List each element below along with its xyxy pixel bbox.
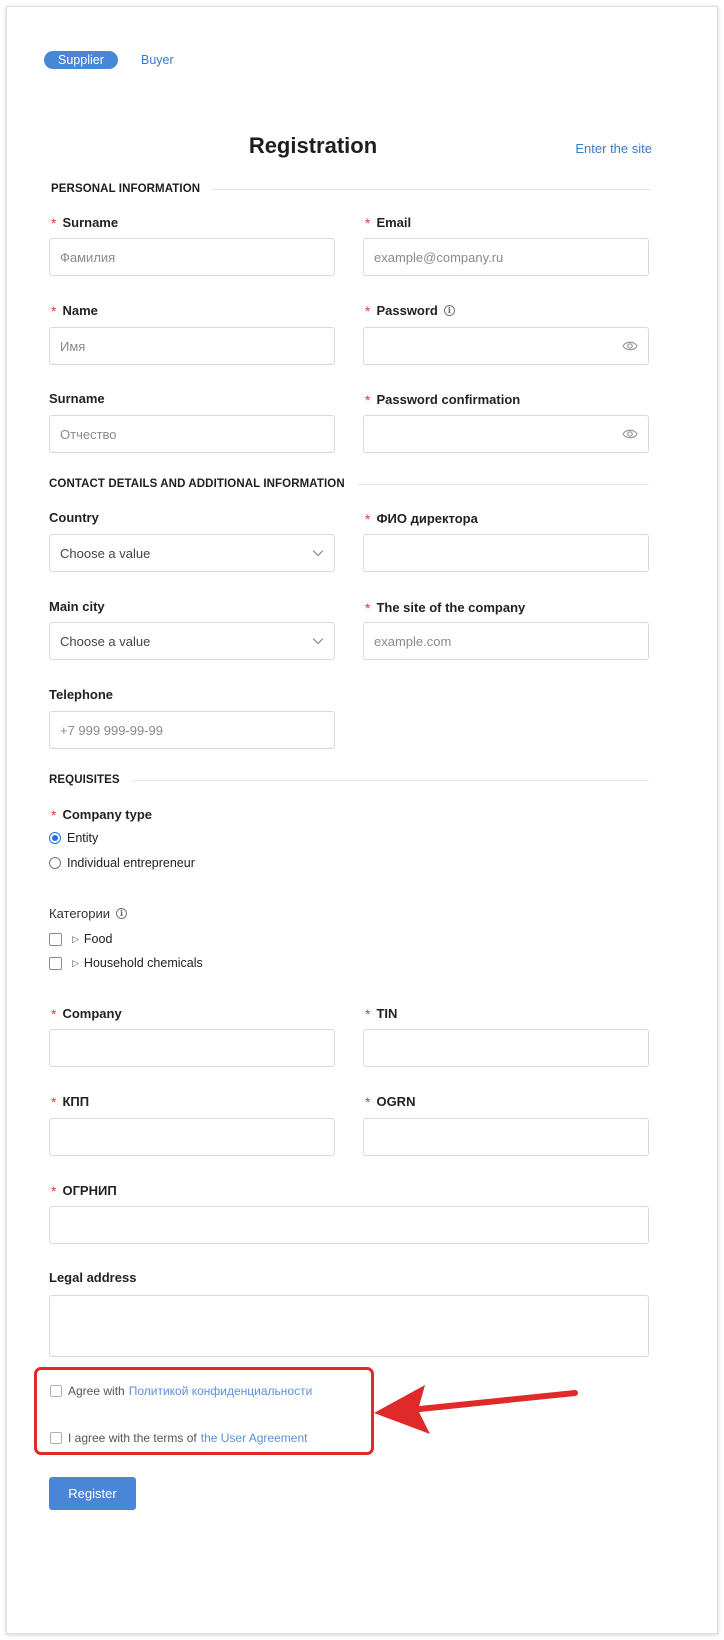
required-mark: * — [51, 1094, 57, 1110]
required-mark: * — [365, 1006, 371, 1022]
tab-buyer[interactable]: Buyer — [141, 53, 174, 67]
required-mark: * — [365, 511, 371, 527]
required-mark: * — [365, 392, 371, 408]
section-title: CONTACT DETAILS AND ADDITIONAL INFORMATION — [49, 478, 345, 490]
divider — [212, 189, 651, 190]
kpp-label: * КПП — [51, 1093, 90, 1110]
password-confirm-input[interactable] — [363, 415, 649, 453]
ogrnip-label: * ОГРНИП — [51, 1182, 117, 1199]
company-label: * Company — [51, 1005, 122, 1022]
required-mark: * — [51, 303, 57, 319]
page-title: Registration — [248, 133, 378, 158]
city-select[interactable]: Choose a value — [49, 622, 335, 660]
tab-supplier[interactable]: Supplier — [44, 51, 118, 69]
privacy-agreement[interactable]: Agree with Политикой конфиденциальности — [50, 1384, 312, 1398]
tin-label: * TIN — [365, 1005, 398, 1022]
surname-input[interactable]: Фамилия — [49, 238, 335, 276]
email-label: * Email — [365, 214, 412, 231]
chevron-down-icon — [312, 549, 324, 557]
company-input[interactable] — [49, 1029, 335, 1067]
section-requisites — [49, 772, 649, 788]
company-site-label: * The site of the company — [365, 599, 526, 616]
password-label: * Password i — [365, 302, 455, 318]
required-mark: * — [51, 1006, 57, 1022]
patronymic-label: Surname — [49, 391, 105, 406]
eye-icon[interactable] — [622, 428, 638, 440]
country-label: Country — [49, 510, 99, 525]
enter-site-link[interactable]: Enter the site — [575, 141, 652, 156]
annotation-highlight-box — [34, 1367, 374, 1455]
section-contact-details — [49, 476, 649, 492]
categories-label: Категории i — [49, 906, 127, 921]
expand-triangle-icon[interactable]: ▷ — [72, 957, 79, 968]
city-label: Main city — [49, 599, 105, 614]
required-mark: * — [51, 1183, 57, 1199]
director-input[interactable] — [363, 534, 649, 572]
ogrnip-input[interactable] — [49, 1206, 649, 1244]
company-type-label: * Company type — [51, 806, 153, 823]
required-mark: * — [365, 600, 371, 616]
required-mark: * — [51, 807, 57, 823]
radio-button[interactable] — [49, 832, 61, 844]
tin-input[interactable] — [363, 1029, 649, 1067]
expand-triangle-icon[interactable]: ▷ — [72, 933, 79, 944]
register-button[interactable]: Register — [49, 1477, 136, 1510]
name-input[interactable]: Имя — [49, 327, 335, 365]
required-mark: * — [365, 303, 371, 319]
country-select[interactable]: Choose a value — [49, 534, 335, 572]
telephone-label: Telephone — [49, 687, 114, 702]
checkbox[interactable] — [49, 957, 62, 970]
radio-button[interactable] — [49, 857, 61, 869]
section-personal-information — [51, 181, 651, 197]
name-label: * Name — [51, 302, 98, 319]
password-confirm-label: * Password confirmation — [365, 391, 521, 408]
category-food[interactable]: ▷ Food — [49, 932, 112, 946]
legal-address-label: Legal address — [49, 1270, 137, 1285]
privacy-policy-link[interactable]: Политикой конфиденциальности — [128, 1384, 313, 1398]
director-label: * ФИО директора — [365, 510, 478, 527]
checkbox[interactable] — [49, 933, 62, 946]
email-input[interactable]: example@company.ru — [363, 238, 649, 276]
user-agreement-link[interactable]: the User Agreement — [200, 1431, 308, 1445]
ogrn-label: * OGRN — [365, 1093, 416, 1110]
info-icon[interactable]: i — [444, 305, 455, 316]
company-site-input[interactable]: example.com — [363, 622, 649, 660]
section-title: REQUISITES — [49, 774, 120, 786]
password-input[interactable] — [363, 327, 649, 365]
patronymic-input[interactable]: Отчество — [49, 415, 335, 453]
required-mark: * — [365, 215, 371, 231]
surname-label: * Surname — [51, 214, 119, 231]
telephone-input[interactable]: +7 999 999-99-99 — [49, 711, 335, 749]
legal-address-textarea[interactable] — [49, 1295, 649, 1357]
ogrn-input[interactable] — [363, 1118, 649, 1156]
section-title: PERSONAL INFORMATION — [51, 183, 201, 195]
divider — [132, 780, 649, 781]
required-mark: * — [365, 1094, 371, 1110]
category-household-chemicals[interactable]: ▷ Household chemicals — [49, 956, 203, 970]
info-icon[interactable]: i — [116, 908, 127, 919]
radio-individual-entrepreneur[interactable]: Individual entrepreneur — [49, 856, 195, 870]
kpp-input[interactable] — [49, 1118, 335, 1156]
divider — [357, 484, 649, 485]
chevron-down-icon — [312, 637, 324, 645]
terms-agreement[interactable]: I agree with the terms of the User Agreement — [50, 1431, 307, 1445]
radio-entity[interactable]: Entity — [49, 831, 98, 845]
red-annotation-arrow — [370, 1380, 580, 1440]
required-mark: * — [51, 215, 57, 231]
eye-icon[interactable] — [622, 340, 638, 352]
